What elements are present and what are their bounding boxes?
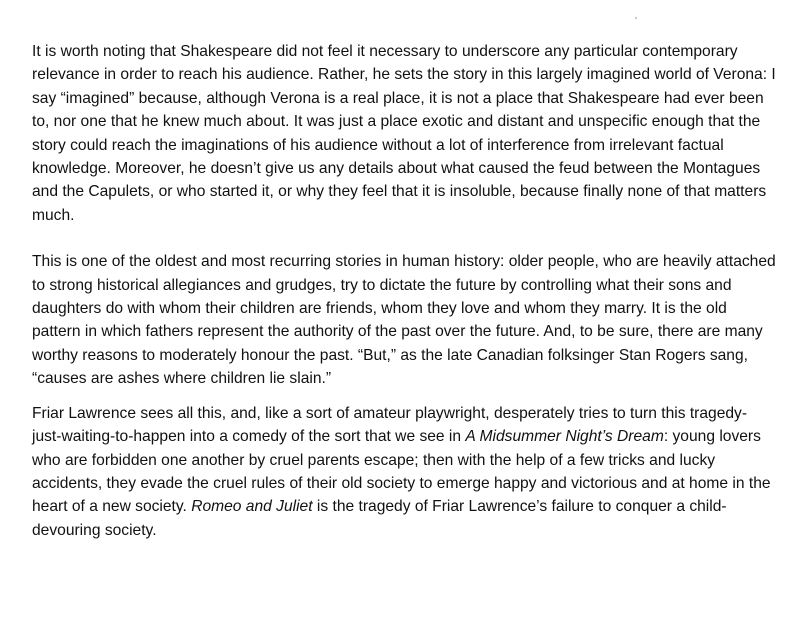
- paragraph-3: [32, 402, 776, 542]
- scan-speck: [635, 17, 637, 19]
- paragraph-3-part-1: Friar Lawrence sees all this, and, like a sort of amateur playwright, desperately tries to turn this tragedy-just-waiting-to-happen into a comedy of the sort that we see in: [32, 404, 748, 446]
- paragraph-1: It is worth noting that Shakespeare did not feel it necessary to underscore any particular contemporary relevance in order to reach his audience. Rather, he sets the story in this largely imagined world of Verona: I say “imagined” because, although Verona is a real place, it is not a place that Shakespeare had ever been to, nor one that he knew much about. It was just a place exotic and distant and unspecific enough that the story could reach the imaginations of his audience without a lot of interference from irrelevant factual knowledge. Moreover, he doesn’t give us any details about what caused the feud between the Montagues and the Capulets, or who started it, or why they feel that it is insoluble, because finally none of that matters much.: [32, 43, 776, 224]
- paragraph-3-part-3: is the tragedy of Friar Lawrence’s failure to conquer a child-devouring society.: [32, 498, 727, 539]
- paragraph-2: This is one of the oldest and most recurring stories in human history: older people, who are heavily attached to strong historical allegiances and grudges, try to dictate the future by controlling what their sons and daughters do with whom their children are friends, whom they love and whom they marry. It is the old pattern in which fathers represent the authority of the past over the future. And, to be sure, there are many worthy reasons to moderately honour the past. “But,” as the late Canadian folksinger Stan Rogers sang, “causes are ashes where children lie slain.”: [32, 253, 776, 388]
- body-text: [32, 40, 776, 542]
- play-title-midsummer: A Midsummer Night’s Dream: [465, 428, 664, 446]
- paragraph-3-part-2: : young lovers who are forbidden one another by cruel parents escape; then with the help of a few tricks and lucky accidents, they evade the cruel rules of their old society to emerge happy and victorious and at home in the heart of a new society.: [32, 428, 771, 516]
- play-title-romeo-juliet: Romeo and Juliet: [191, 498, 313, 516]
